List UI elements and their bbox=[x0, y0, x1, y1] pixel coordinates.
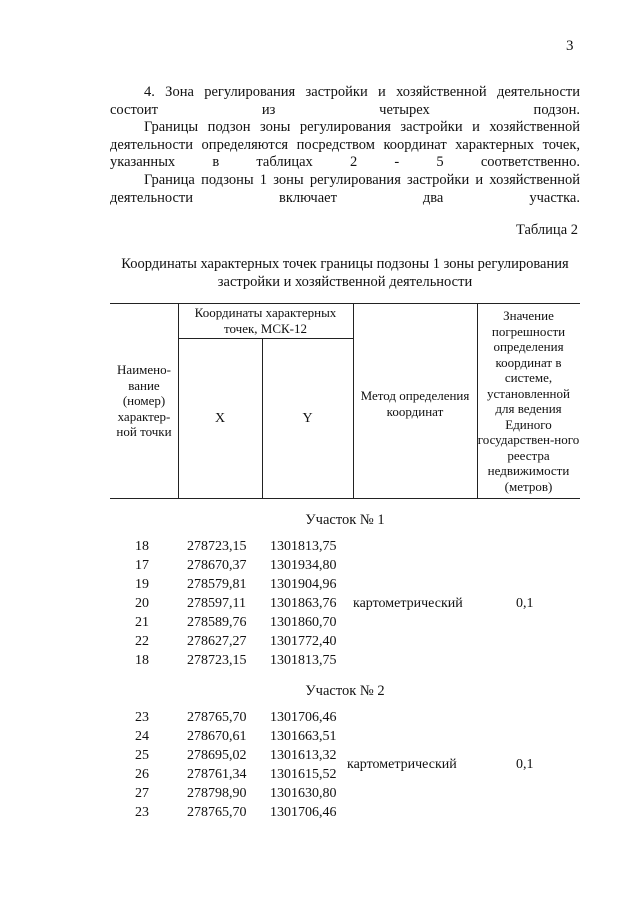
coord-y: 1301613,32 bbox=[270, 748, 337, 763]
header-coordinates-group: Координаты характерных точек, МСК-12 bbox=[194, 305, 337, 336]
point-number: 18 bbox=[135, 539, 149, 554]
coord-y: 1301706,46 bbox=[270, 805, 337, 820]
coord-x: 278589,76 bbox=[187, 615, 247, 630]
coord-x: 278723,15 bbox=[187, 539, 247, 554]
point-number: 23 bbox=[135, 710, 149, 725]
point-number: 26 bbox=[135, 767, 149, 782]
point-number: 19 bbox=[135, 577, 149, 592]
header-y: Y bbox=[302, 411, 313, 426]
coord-x: 278670,37 bbox=[187, 558, 247, 573]
header-bottom-rule bbox=[110, 498, 580, 499]
coord-x: 278670,61 bbox=[187, 729, 247, 744]
table-row bbox=[110, 710, 580, 729]
table-row bbox=[110, 596, 580, 615]
paragraph-subzone-borders: Границы подзон зоны регулирования застройки и хозяйственной деятельности определяются посредством координат характерных точек, указанных в таблицах 2 - 5 соответственно. bbox=[110, 119, 580, 170]
coord-y: 1301615,52 bbox=[270, 767, 337, 782]
point-number: 23 bbox=[135, 805, 149, 820]
paragraph-subzone-1: Граница подзоны 1 зоны регулирования застройки и хозяйственной деятельности включает два участка. bbox=[110, 172, 580, 206]
point-number: 21 bbox=[135, 615, 149, 630]
coord-y: 1301860,70 bbox=[270, 615, 337, 630]
table-row bbox=[110, 577, 580, 596]
section-title: Участок № 2 bbox=[305, 683, 385, 699]
coord-y: 1301772,40 bbox=[270, 634, 337, 649]
header-x: X bbox=[214, 411, 226, 426]
header-accuracy: Значение погрешности определения координат в системе, установленной для ведения Единого государствен-ного реестра недвижимости (метров) bbox=[477, 308, 580, 494]
coord-y: 1301904,96 bbox=[270, 577, 337, 592]
coord-y: 1301813,75 bbox=[270, 539, 337, 554]
accuracy-value: 0,1 bbox=[516, 757, 534, 772]
table-row bbox=[110, 634, 580, 653]
table-row bbox=[110, 729, 580, 748]
coord-x: 278765,70 bbox=[187, 805, 247, 820]
table-title: Координаты характерных точек границы подзоны 1 зоны регулирования застройки и хозяйственной деятельности bbox=[121, 256, 569, 290]
header-method: Метод определения координат bbox=[360, 388, 470, 419]
method-value: картометрический bbox=[347, 757, 457, 772]
table-row bbox=[110, 786, 580, 805]
table-row bbox=[110, 615, 580, 634]
coord-y: 1301630,80 bbox=[270, 786, 337, 801]
table-row bbox=[110, 805, 580, 824]
point-number: 20 bbox=[135, 596, 149, 611]
table-row bbox=[110, 653, 580, 672]
coord-y: 1301706,46 bbox=[270, 710, 337, 725]
page-number: 3 bbox=[566, 38, 574, 54]
point-number: 24 bbox=[135, 729, 149, 744]
point-number: 18 bbox=[135, 653, 149, 668]
table-label: Таблица 2 bbox=[515, 222, 578, 238]
coord-x: 278765,70 bbox=[187, 710, 247, 725]
point-number: 25 bbox=[135, 748, 149, 763]
coord-y: 1301863,76 bbox=[270, 596, 337, 611]
table-row bbox=[110, 767, 580, 786]
coord-x: 278761,34 bbox=[187, 767, 247, 782]
table-row bbox=[110, 748, 580, 767]
point-number: 27 bbox=[135, 786, 149, 801]
header-divider bbox=[178, 338, 353, 339]
coord-y: 1301813,75 bbox=[270, 653, 337, 668]
point-number: 22 bbox=[135, 634, 149, 649]
header-point-name: Наимено-вание (номер) характер-ной точки bbox=[116, 362, 172, 439]
section-title: Участок № 1 bbox=[305, 512, 385, 528]
coord-x: 278798,90 bbox=[187, 786, 247, 801]
coord-x: 278579,81 bbox=[187, 577, 247, 592]
point-number: 17 bbox=[135, 558, 149, 573]
coord-y: 1301663,51 bbox=[270, 729, 337, 744]
coord-x: 278723,15 bbox=[187, 653, 247, 668]
table-row bbox=[110, 558, 580, 577]
method-value: картометрический bbox=[353, 596, 463, 611]
accuracy-value: 0,1 bbox=[516, 596, 534, 611]
coord-x: 278597,11 bbox=[187, 596, 246, 611]
table-row bbox=[110, 539, 580, 558]
paragraph-zone-intro: 4. Зона регулирования застройки и хозяйственной деятельности состоит из четырех подзон. bbox=[110, 84, 580, 118]
header-top-rule bbox=[110, 303, 580, 304]
coord-y: 1301934,80 bbox=[270, 558, 337, 573]
coord-x: 278627,27 bbox=[187, 634, 247, 649]
coord-x: 278695,02 bbox=[187, 748, 247, 763]
